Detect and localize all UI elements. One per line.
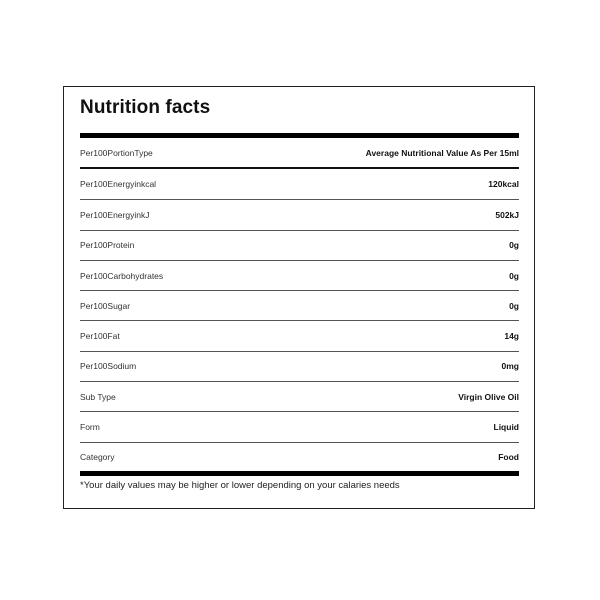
row-label: Per100Fat — [80, 331, 120, 342]
row-value: 0mg — [501, 361, 519, 372]
table-row — [80, 199, 519, 229]
panel-title: Nutrition facts — [80, 97, 211, 118]
row-label: Per100Sodium — [80, 361, 137, 372]
nutrition-table — [80, 138, 519, 472]
row-value: 0g — [509, 240, 519, 251]
row-label: Sub Type — [80, 391, 116, 402]
row-value: 0g — [509, 270, 519, 281]
table-row — [80, 290, 519, 320]
row-label: Per100EnergyinkJ — [80, 209, 150, 220]
row-value: 502kJ — [495, 209, 519, 220]
row-label: Form — [80, 422, 100, 433]
bottom-divider — [80, 471, 519, 476]
table-row — [80, 351, 519, 381]
row-value: 14g — [504, 331, 519, 342]
table-row — [80, 381, 519, 411]
row-label: Per100Carbohydrates — [80, 270, 164, 281]
row-value: Virgin Olive Oil — [458, 391, 519, 402]
row-value: Average Nutritional Value As Per 15ml — [365, 147, 519, 158]
table-row — [80, 320, 519, 350]
table-row — [80, 411, 519, 441]
row-label: Category — [80, 452, 115, 463]
table-row — [80, 138, 519, 169]
row-value: Liquid — [493, 422, 519, 433]
table-row — [80, 169, 519, 199]
row-value: 120kcal — [488, 179, 519, 190]
row-label: Per100Energyinkcal — [80, 179, 157, 190]
row-label: Per100Protein — [80, 240, 135, 251]
footnote: *Your daily values may be higher or lower depending on your calaries needs — [80, 480, 400, 491]
nutrition-facts-panel — [63, 86, 535, 509]
table-row — [80, 442, 519, 472]
row-value: Food — [498, 452, 519, 463]
row-label: Per100Sugar — [80, 300, 131, 311]
row-value: 0g — [509, 300, 519, 311]
table-row — [80, 260, 519, 290]
row-label: Per100PortionType — [80, 147, 153, 158]
table-row — [80, 230, 519, 260]
